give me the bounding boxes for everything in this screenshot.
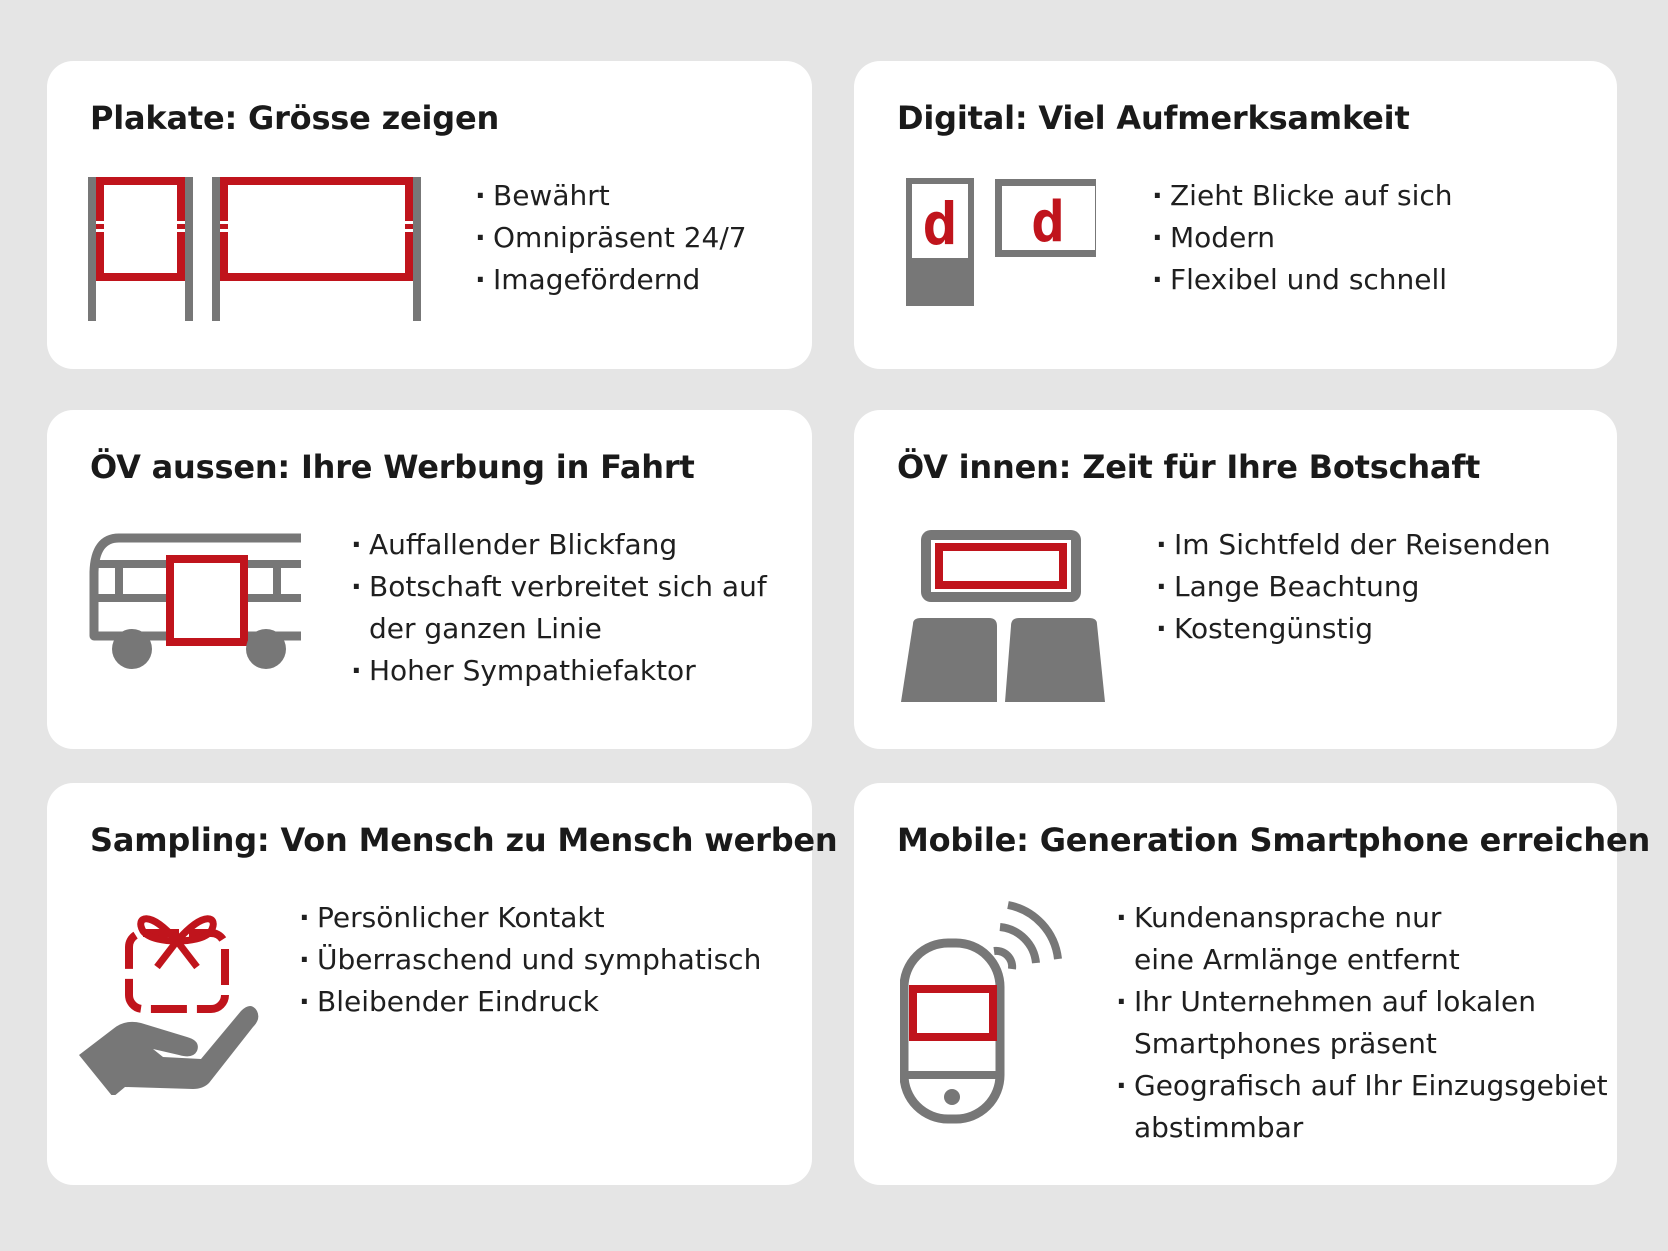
card-title: ÖV innen: Zeit für Ihre Botschaft [897,448,1481,486]
gift-hand-icon [79,901,259,1095]
bullet-item: · Bleibender Eindruck [299,981,761,1023]
bullet-item: · Lange Beachtung [1156,566,1551,608]
card-title: Sampling: Von Mensch zu Mensch werben [90,821,838,859]
card-oev-innen [854,410,1617,749]
digital-letter-1: d [922,190,958,258]
card-title: Mobile: Generation Smartphone erreichen [897,821,1651,859]
bullet-item: · Hoher Sympathiefaktor [351,650,767,692]
bullet-item: · Botschaft verbreitet sich auf der ganzen Linie [351,566,767,650]
bullet-item: · Modern [1152,217,1453,259]
bullet-list [299,897,761,1023]
bullet-item: · Überraschend und symphatisch [299,939,761,981]
bullet-list [475,175,747,301]
bullet-item: · Kostengünstig [1156,608,1551,650]
digital-letter-2: d [1031,190,1065,255]
bullet-item: · Auffallender Blickfang [351,524,767,566]
bullet-item: · Imagefördernd [475,259,747,301]
bullet-list [1152,175,1453,301]
card-sampling [47,783,838,1185]
bullet-item: · Ihr Unternehmen auf lokalen Smartphones präsent [1116,981,1608,1065]
bullet-item: · Geografisch auf Ihr Einzugsgebiet abstimmbar [1116,1065,1608,1149]
bullet-item: · Kundenansprache nur eine Armlänge entfernt [1116,897,1608,981]
smartphone-icon [900,893,1076,1125]
bullet-item: · Bewährt [475,175,747,217]
bus-interior-icon [901,530,1107,702]
card-title: Digital: Viel Aufmerksamkeit [897,99,1410,137]
digital-screen-icon [906,178,1096,310]
bullet-list [351,524,767,692]
card-digital [854,61,1617,369]
bullet-item: · Im Sichtfeld der Reisenden [1156,524,1551,566]
card-title: Plakate: Grösse zeigen [90,99,500,137]
bullet-item: · Persönlicher Kontakt [299,897,761,939]
card-title: ÖV aussen: Ihre Werbung in Fahrt [90,448,695,486]
card-mobile [854,783,1651,1185]
billboard-icon [88,177,424,323]
card-plakate [47,61,812,369]
bullet-list [1156,524,1551,650]
bullet-item: · Omnipräsent 24/7 [475,217,747,259]
card-oev-aussen [47,410,812,749]
bus-icon [89,532,301,672]
bullet-item: · Zieht Blicke auf sich [1152,175,1453,217]
bullet-item: · Flexibel und schnell [1152,259,1453,301]
bullet-list [1116,897,1608,1149]
